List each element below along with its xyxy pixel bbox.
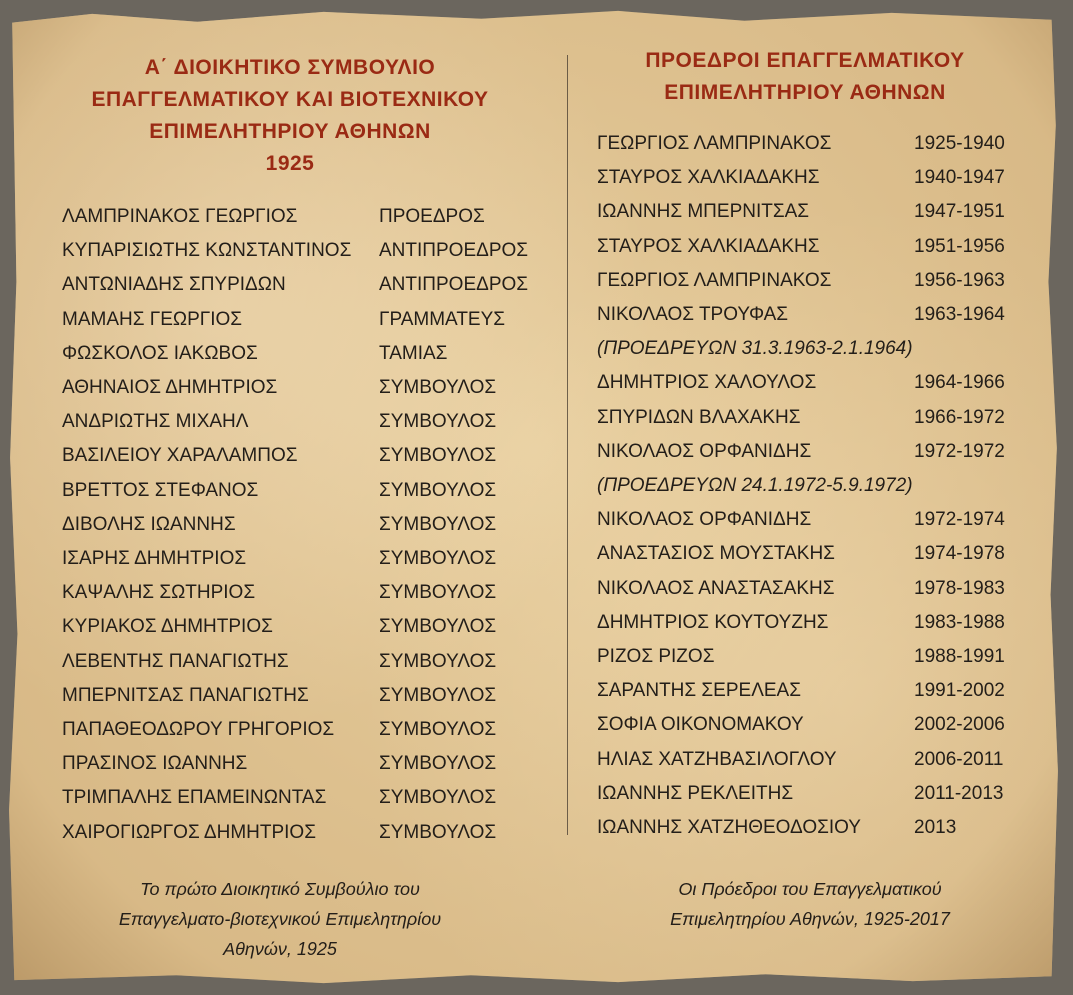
president-row <box>597 435 1027 469</box>
member-name: ΜΠΕΡΝΙΤΣΑΣ ΠΑΝΑΓΙΩΤΗΣ <box>62 684 309 706</box>
member-row <box>62 679 532 713</box>
member-row <box>62 610 532 644</box>
president-name: ΑΝΑΣΤΑΣΙΟΣ ΜΟΥΣΤΑΚΗΣ <box>597 543 835 565</box>
member-row <box>62 405 532 439</box>
president-row <box>597 195 1027 229</box>
member-role: ΑΝΤΙΠΡΟΕΔΡΟΣ <box>379 240 529 262</box>
member-name: ΑΝΔΡΙΩΤΗΣ ΜΙΧΑΗΛ <box>62 411 249 433</box>
president-name: ΗΛΙΑΣ ΧΑΤΖΗΒΑΣΙΛΟΓΛΟΥ <box>597 748 837 770</box>
president-row <box>597 161 1027 195</box>
president-row <box>597 127 1027 161</box>
member-row <box>62 781 532 815</box>
member-role: ΣΥΜΒΟΥΛΟΣ <box>379 513 497 535</box>
president-name: ΣΤΑΥΡΟΣ ΧΑΛΚΙΑΔΑΚΗΣ <box>597 235 820 257</box>
president-note <box>597 469 1027 503</box>
president-row <box>597 537 1027 571</box>
member-name: ΙΣΑΡΗΣ ΔΗΜΗΤΡΙΟΣ <box>62 548 247 569</box>
member-role: ΣΥΜΒΟΥΛΟΣ <box>379 616 497 638</box>
left-caption <box>60 874 500 964</box>
member-row <box>62 542 532 576</box>
right-caption <box>590 874 1030 934</box>
left-title-line: ΕΠΑΓΓΕΛΜΑΤΙΚΟΥ ΚΑΙ ΒΙΟΤΕΧΝΙΚΟΥ <box>91 88 489 111</box>
president-years: 1988-1991 <box>914 646 1005 667</box>
member-row <box>62 508 532 542</box>
member-row <box>62 234 532 268</box>
president-years: 1991-2002 <box>914 680 1005 702</box>
member-row <box>62 371 532 405</box>
member-name: ΠΑΠΑΘΕΟΔΩΡΟΥ ΓΡΗΓΟΡΙΟΣ <box>62 719 335 740</box>
president-years: 1964-1966 <box>914 372 1005 394</box>
member-role: ΑΝΤΙΠΡΟΕΔΡΟΣ <box>379 274 529 296</box>
member-row <box>62 439 532 473</box>
note-text: (ΠΡΟΕΔΡΕΥΩΝ 24.1.1972-5.9.1972) <box>597 475 913 496</box>
member-role: ΣΥΜΒΟΥΛΟΣ <box>379 411 497 433</box>
president-name: ΙΩΑΝΝΗΣ ΧΑΤΖΗΘΕΟΔΟΣΙΟΥ <box>597 817 861 838</box>
president-name: ΓΕΩΡΓΙΟΣ ΛΑΜΠΡΙΝΑΚΟΣ <box>597 133 832 154</box>
president-years: 1972-1974 <box>914 509 1005 531</box>
president-years: 1956-1963 <box>914 269 1005 291</box>
member-role: ΣΥΜΒΟΥΛΟΣ <box>379 548 497 569</box>
member-name: ΒΡΕΤΤΟΣ ΣΤΕΦΑΝΟΣ <box>62 479 259 501</box>
president-years: 1972-1972 <box>914 440 1005 462</box>
member-row <box>62 747 532 781</box>
president-name: ΝΙΚΟΛΑΟΣ ΟΡΦΑΝΙΔΗΣ <box>597 509 812 531</box>
president-row <box>597 298 1027 332</box>
member-row <box>62 474 532 508</box>
left-caption-line: Επαγγελματο-βιοτεχνικού Επιμελητηρίου <box>118 909 442 929</box>
president-name: ΝΙΚΟΛΑΟΣ ΟΡΦΑΝΙΔΗΣ <box>597 440 812 462</box>
president-years: 1983-1988 <box>914 611 1005 633</box>
note-text: (ΠΡΟΕΔΡΕΥΩΝ 31.3.1963-2.1.1964) <box>597 338 913 360</box>
president-name: ΝΙΚΟΛΑΟΣ ΑΝΑΣΤΑΣΑΚΗΣ <box>597 577 835 599</box>
left-title-year: 1925 <box>265 152 315 175</box>
column-divider <box>567 55 568 835</box>
member-name: ΛΕΒΕΝΤΗΣ ΠΑΝΑΓΙΩΤΗΣ <box>62 650 289 672</box>
president-name: ΣΟΦΙΑ ΟΙΚΟΝΟΜΑΚΟΥ <box>597 714 804 736</box>
president-name: ΡΙΖΟΣ ΡΙΖΟΣ <box>597 646 715 667</box>
member-name: ΑΝΤΩΝΙΑΔΗΣ ΣΠΥΡΙΔΩΝ <box>62 274 286 296</box>
president-row <box>597 503 1027 537</box>
president-row <box>597 606 1027 640</box>
president-years: 2011-2013 <box>914 782 1004 804</box>
member-role: ΣΥΜΒΟΥΛΟΣ <box>379 684 497 706</box>
president-years: 1951-1956 <box>914 235 1005 257</box>
member-role: ΣΥΜΒΟΥΛΟΣ <box>379 719 497 740</box>
president-row <box>597 572 1027 606</box>
member-name: ΤΡΙΜΠΑΛΗΣ ΕΠΑΜΕΙΝΩΝΤΑΣ <box>62 787 327 809</box>
member-name: ΠΡΑΣΙΝΟΣ ΙΩΑΝΝΗΣ <box>62 753 248 775</box>
president-row <box>597 640 1027 674</box>
member-name: ΑΘΗΝΑΙΟΣ ΔΗΜΗΤΡΙΟΣ <box>62 377 278 398</box>
left-title-line: Α΄ ΔΙΟΙΚΗΤΙΚΟ ΣΥΜΒΟΥΛΙΟ <box>144 56 436 79</box>
member-name: ΧΑΙΡΟΓΙΩΡΓΟΣ ΔΗΜΗΤΡΙΟΣ <box>62 821 316 843</box>
member-role: ΣΥΜΒΟΥΛΟΣ <box>379 753 497 775</box>
member-role: ΣΥΜΒΟΥΛΟΣ <box>379 479 497 501</box>
member-row <box>62 337 532 371</box>
president-row <box>597 264 1027 298</box>
member-row <box>62 645 532 679</box>
member-role: ΣΥΜΒΟΥΛΟΣ <box>379 787 497 809</box>
right-title <box>575 45 1035 109</box>
member-name: ΦΩΣΚΟΛΟΣ ΙΑΚΩΒΟΣ <box>62 342 258 364</box>
member-row <box>62 303 532 337</box>
president-name: ΔΗΜΗΤΡΙΟΣ ΧΑΛΟΥΛΟΣ <box>597 372 817 394</box>
president-row <box>597 811 1027 845</box>
member-role: ΣΥΜΒΟΥΛΟΣ <box>379 445 497 467</box>
president-name: ΝΙΚΟΛΑΟΣ ΤΡΟΥΦΑΣ <box>597 304 789 325</box>
right-caption-line: Επιμελητηρίου Αθηνών, 1925-2017 <box>670 909 950 929</box>
president-name: ΙΩΑΝΝΗΣ ΜΠΕΡΝΙΤΣΑΣ <box>597 201 810 223</box>
president-years: 1974-1978 <box>914 543 1005 565</box>
member-role: ΣΥΜΒΟΥΛΟΣ <box>379 377 497 398</box>
member-name: ΔΙΒΟΛΗΣ ΙΩΑΝΝΗΣ <box>62 513 236 535</box>
left-caption-line: Το πρώτο Διοικητικό Συμβούλιο του <box>140 879 420 899</box>
member-role: ΤΑΜΙΑΣ <box>379 342 448 364</box>
member-name: ΚΥΠΑΡΙΣΙΩΤΗΣ ΚΩΝΣΤΑΝΤΙΝΟΣ <box>62 240 352 262</box>
member-row <box>62 713 532 747</box>
president-row <box>597 674 1027 708</box>
president-years: 2002-2006 <box>914 714 1005 736</box>
right-caption-line: Οι Πρόεδροι του Επαγγελματικού <box>678 879 942 899</box>
member-name: ΚΑΨΑΛΗΣ ΣΩΤΗΡΙΟΣ <box>62 582 256 604</box>
right-title-line: ΕΠΙΜΕΛΗΤΗΡΙΟΥ ΑΘΗΝΩΝ <box>664 81 946 104</box>
member-name: ΚΥΡΙΑΚΟΣ ΔΗΜΗΤΡΙΟΣ <box>62 616 273 638</box>
member-row <box>62 816 532 850</box>
member-row <box>62 200 532 234</box>
president-years: 1963-1964 <box>914 304 1005 325</box>
president-years: 1966-1972 <box>914 406 1005 428</box>
right-title-line: ΠΡΟΕΔΡΟΙ ΕΠΑΓΓΕΛΜΑΤΙΚΟΥ <box>645 49 965 72</box>
president-name: ΣΤΑΥΡΟΣ ΧΑΛΚΙΑΔΑΚΗΣ <box>597 167 820 189</box>
president-years: 1978-1983 <box>914 577 1005 599</box>
left-title-line: ΕΠΙΜΕΛΗΤΗΡΙΟΥ ΑΘΗΝΩΝ <box>149 120 431 143</box>
president-years: 1947-1951 <box>914 201 1005 223</box>
member-role: ΠΡΟΕΔΡΟΣ <box>379 206 485 227</box>
member-role: ΣΥΜΒΟΥΛΟΣ <box>379 821 497 843</box>
president-years: 2013 <box>914 817 957 838</box>
president-row <box>597 743 1027 777</box>
president-row <box>597 366 1027 400</box>
left-caption-line: Αθηνών, 1925 <box>223 939 337 959</box>
president-years: 1940-1947 <box>914 167 1005 189</box>
left-title <box>40 52 540 180</box>
member-name: ΛΑΜΠΡΙΝΑΚΟΣ ΓΕΩΡΓΙΟΣ <box>62 206 298 227</box>
member-role: ΓΡΑΜΜΑΤΕΥΣ <box>379 308 506 330</box>
member-row <box>62 576 532 610</box>
president-note <box>597 332 1027 366</box>
member-role: ΣΥΜΒΟΥΛΟΣ <box>379 650 497 672</box>
president-name: ΣΑΡΑΝΤΗΣ ΣΕΡΕΛΕΑΣ <box>597 680 801 702</box>
president-row <box>597 230 1027 264</box>
president-years: 2006-2011 <box>914 748 1004 770</box>
member-name: ΜΑΜΑΗΣ ΓΕΩΡΓΙΟΣ <box>62 308 243 330</box>
president-name: ΔΗΜΗΤΡΙΟΣ ΚΟΥΤΟΥΖΗΣ <box>597 611 829 633</box>
member-name: ΒΑΣΙΛΕΙΟΥ ΧΑΡΑΛΑΜΠΟΣ <box>62 445 298 467</box>
president-row <box>597 777 1027 811</box>
president-row <box>597 401 1027 435</box>
member-role: ΣΥΜΒΟΥΛΟΣ <box>379 582 497 604</box>
president-name: ΣΠΥΡΙΔΩΝ ΒΛΑΧΑΚΗΣ <box>597 406 801 428</box>
president-years: 1925-1940 <box>914 133 1005 154</box>
member-row <box>62 268 532 302</box>
president-row <box>597 708 1027 742</box>
president-name: ΙΩΑΝΝΗΣ ΡΕΚΛΕΙΤΗΣ <box>597 782 794 804</box>
president-name: ΓΕΩΡΓΙΟΣ ΛΑΜΠΡΙΝΑΚΟΣ <box>597 269 832 291</box>
